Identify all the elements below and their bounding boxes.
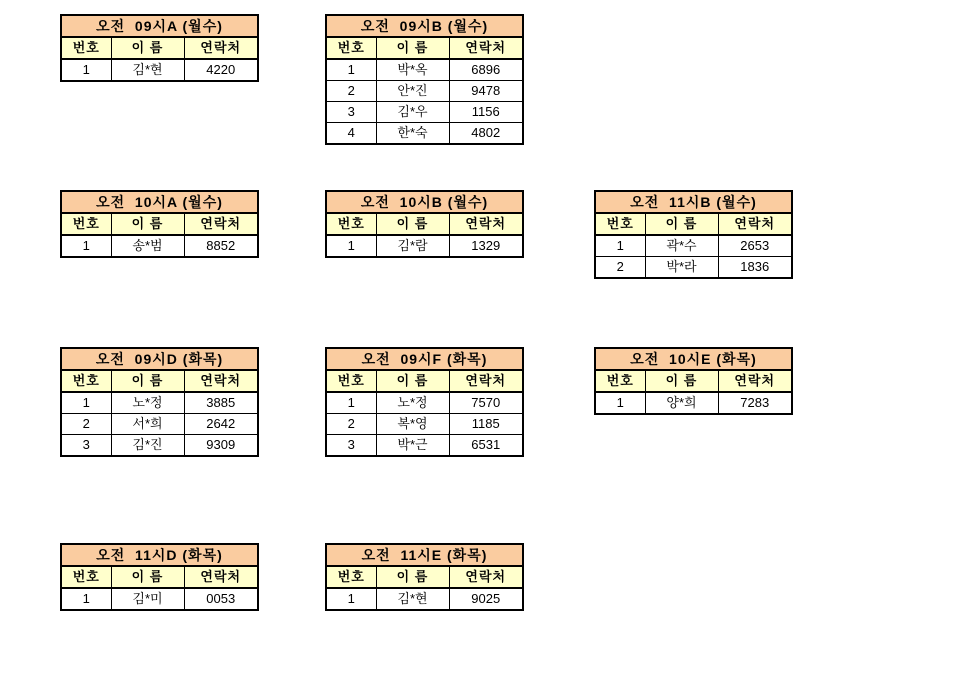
table-row (326, 435, 523, 457)
cell-no: 2 (326, 414, 376, 435)
table-title: 오전 09시B (월수) (326, 15, 523, 37)
cell-name: 김*현 (376, 588, 449, 610)
cell-name: 한*숙 (376, 123, 449, 145)
header-contact: 연락처 (718, 370, 792, 392)
table-header-row (61, 566, 258, 588)
cell-no: 4 (326, 123, 376, 145)
table-title-row (326, 544, 523, 566)
table-row (326, 59, 523, 81)
cell-contact: 9025 (449, 588, 523, 610)
cell-no: 1 (61, 588, 111, 610)
schedule-table-5 (594, 190, 793, 279)
table-header-row (326, 566, 523, 588)
table-header-row (326, 213, 523, 235)
cell-contact: 7570 (449, 392, 523, 414)
cell-contact: 3885 (184, 392, 258, 414)
schedule-table-10 (325, 543, 524, 611)
table-row (326, 123, 523, 145)
table-title: 오전 10시B (월수) (326, 191, 523, 213)
table-row (326, 102, 523, 123)
table-title-row (61, 348, 258, 370)
cell-no: 1 (326, 588, 376, 610)
header-no: 번호 (326, 37, 376, 59)
table-header-row (595, 370, 792, 392)
cell-no: 1 (326, 59, 376, 81)
schedule-table-6 (60, 347, 259, 457)
table-row (61, 59, 258, 81)
cell-contact: 4802 (449, 123, 523, 145)
cell-no: 1 (61, 59, 111, 81)
cell-no: 1 (61, 235, 111, 257)
table-row (61, 435, 258, 457)
table-title: 오전 11시B (월수) (595, 191, 792, 213)
header-name: 이 름 (645, 370, 718, 392)
header-no: 번호 (61, 213, 111, 235)
table-row (61, 392, 258, 414)
header-no: 번호 (326, 213, 376, 235)
cell-contact: 1156 (449, 102, 523, 123)
table-row (595, 235, 792, 257)
cell-contact: 7283 (718, 392, 792, 414)
table-title: 오전 11시D (화목) (61, 544, 258, 566)
cell-contact: 9309 (184, 435, 258, 457)
header-name: 이 름 (376, 566, 449, 588)
schedule-table-2 (325, 14, 524, 145)
table-header-row (326, 370, 523, 392)
cell-name: 김*람 (376, 235, 449, 257)
table-title: 오전 09시D (화목) (61, 348, 258, 370)
table-header-row (595, 213, 792, 235)
cell-no: 1 (326, 235, 376, 257)
header-no: 번호 (326, 566, 376, 588)
cell-contact: 6896 (449, 59, 523, 81)
cell-contact: 8852 (184, 235, 258, 257)
cell-contact: 2653 (718, 235, 792, 257)
header-no: 번호 (61, 370, 111, 392)
table-title-row (326, 15, 523, 37)
cell-contact: 0053 (184, 588, 258, 610)
table-header-row (326, 37, 523, 59)
table-title: 오전 09시A (월수) (61, 15, 258, 37)
cell-contact: 2642 (184, 414, 258, 435)
cell-no: 3 (326, 102, 376, 123)
table-row (326, 588, 523, 610)
table-row (326, 235, 523, 257)
table-title-row (61, 191, 258, 213)
schedule-table-1 (60, 14, 259, 82)
cell-name: 양*희 (645, 392, 718, 414)
header-contact: 연락처 (449, 213, 523, 235)
schedule-table-4 (325, 190, 524, 258)
table-title: 오전 10시A (월수) (61, 191, 258, 213)
cell-name: 노*정 (376, 392, 449, 414)
cell-contact: 4220 (184, 59, 258, 81)
header-contact: 연락처 (184, 213, 258, 235)
cell-name: 김*진 (111, 435, 184, 457)
table-row (61, 414, 258, 435)
table-row (326, 81, 523, 102)
table-title: 오전 09시F (화목) (326, 348, 523, 370)
header-contact: 연락처 (184, 566, 258, 588)
header-no: 번호 (595, 213, 645, 235)
table-title-row (326, 348, 523, 370)
cell-no: 3 (61, 435, 111, 457)
cell-name: 김*미 (111, 588, 184, 610)
header-contact: 연락처 (718, 213, 792, 235)
table-title-row (61, 544, 258, 566)
cell-name: 곽*수 (645, 235, 718, 257)
header-contact: 연락처 (449, 370, 523, 392)
header-name: 이 름 (111, 566, 184, 588)
table-header-row (61, 370, 258, 392)
header-contact: 연락처 (184, 37, 258, 59)
cell-name: 안*진 (376, 81, 449, 102)
table-title-row (595, 191, 792, 213)
header-name: 이 름 (111, 37, 184, 59)
schedule-table-3 (60, 190, 259, 258)
cell-contact: 6531 (449, 435, 523, 457)
table-title-row (61, 15, 258, 37)
header-name: 이 름 (376, 370, 449, 392)
table-row (61, 235, 258, 257)
header-no: 번호 (326, 370, 376, 392)
schedule-table-7 (325, 347, 524, 457)
table-title: 오전 11시E (화목) (326, 544, 523, 566)
table-row (595, 392, 792, 414)
header-no: 번호 (595, 370, 645, 392)
cell-contact: 1329 (449, 235, 523, 257)
schedule-table-9 (60, 543, 259, 611)
table-title-row (326, 191, 523, 213)
table-row (326, 392, 523, 414)
cell-name: 복*영 (376, 414, 449, 435)
header-contact: 연락처 (449, 566, 523, 588)
cell-no: 1 (595, 235, 645, 257)
cell-name: 김*현 (111, 59, 184, 81)
header-name: 이 름 (645, 213, 718, 235)
cell-no: 2 (326, 81, 376, 102)
header-no: 번호 (61, 566, 111, 588)
cell-no: 2 (61, 414, 111, 435)
cell-name: 박*라 (645, 257, 718, 279)
cell-no: 3 (326, 435, 376, 457)
header-name: 이 름 (376, 213, 449, 235)
cell-name: 송*범 (111, 235, 184, 257)
cell-no: 1 (595, 392, 645, 414)
table-row (61, 588, 258, 610)
table-title: 오전 10시E (화목) (595, 348, 792, 370)
table-row (595, 257, 792, 279)
table-header-row (61, 213, 258, 235)
table-row (326, 414, 523, 435)
cell-contact: 9478 (449, 81, 523, 102)
header-name: 이 름 (111, 370, 184, 392)
cell-name: 박*옥 (376, 59, 449, 81)
schedule-table-8 (594, 347, 793, 415)
header-name: 이 름 (376, 37, 449, 59)
table-title-row (595, 348, 792, 370)
table-header-row (61, 37, 258, 59)
cell-name: 서*희 (111, 414, 184, 435)
cell-contact: 1185 (449, 414, 523, 435)
cell-no: 1 (326, 392, 376, 414)
header-contact: 연락처 (449, 37, 523, 59)
cell-contact: 1836 (718, 257, 792, 279)
cell-no: 1 (61, 392, 111, 414)
header-contact: 연락처 (184, 370, 258, 392)
header-name: 이 름 (111, 213, 184, 235)
cell-no: 2 (595, 257, 645, 279)
cell-name: 노*정 (111, 392, 184, 414)
cell-name: 김*우 (376, 102, 449, 123)
header-no: 번호 (61, 37, 111, 59)
cell-name: 박*근 (376, 435, 449, 457)
